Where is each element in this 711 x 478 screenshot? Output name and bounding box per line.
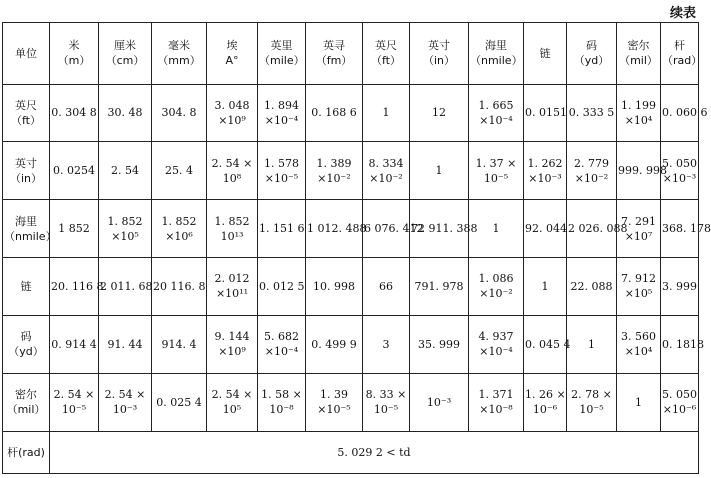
cell-text-line: 密尔: [627, 39, 650, 53]
table-row: [3, 84, 699, 142]
table-cell: [469, 84, 524, 142]
cell-text-line: 2. 54 ×: [104, 388, 146, 402]
table-cell: [152, 373, 207, 431]
table-cell: [524, 142, 567, 200]
cell-text-line: 10⁸: [222, 171, 242, 185]
cell-text-line: 0. 045 4: [525, 337, 571, 351]
cell-text-line: 杆: [674, 39, 685, 53]
cell-text-line: 2. 54 ×: [53, 388, 95, 402]
cell-text-line: ×10⁵: [111, 229, 139, 243]
cell-text-line: 1. 389: [316, 156, 352, 170]
cell-text-line: 2. 779: [574, 156, 609, 170]
cell-text-line: 链: [539, 46, 551, 60]
cell-text-line: 10⁻³: [426, 395, 452, 409]
cell-text-line: ×10⁻⁴: [264, 345, 299, 359]
header-unit-label: [3, 23, 50, 85]
cell-text-line: 3. 999: [662, 279, 697, 293]
header-cell: [469, 23, 524, 85]
table-row: [3, 200, 699, 258]
cell-text-line: ×10⁻⁴: [264, 113, 299, 127]
cell-text-line: 0. 914 4: [51, 337, 97, 351]
cell-text-line: 1. 371: [478, 388, 514, 402]
cell-text-line: 10. 998: [313, 279, 355, 293]
cell-text-line: 368. 178: [662, 222, 711, 236]
cell-text-line: （yd）: [573, 54, 610, 68]
table-row: [3, 373, 699, 431]
table-cell: [207, 258, 258, 316]
table-cell: [363, 258, 410, 316]
cell-text-line: 埃: [226, 39, 238, 53]
header-cell: [306, 23, 363, 85]
table-cell: [410, 373, 469, 431]
header-cell: [363, 23, 410, 85]
cell-text-line: 0. 0151: [525, 106, 567, 120]
table-row: [3, 258, 699, 316]
row-header: 杆(rad): [3, 431, 50, 473]
table-continued-caption: 续表: [669, 6, 696, 21]
row-header: [3, 373, 50, 431]
table-cell: [567, 315, 617, 373]
table-cell: [207, 84, 258, 142]
cell-text-line: 1. 199: [621, 98, 656, 112]
header-cell: [99, 23, 152, 85]
table-cell: [617, 373, 661, 431]
cell-text-line: ×10⁻⁸: [479, 403, 513, 417]
cell-text-line: 1. 894: [264, 98, 299, 112]
cell-text-line: 0. 304 8: [51, 106, 97, 120]
table-cell: [306, 200, 367, 258]
table-cell: [363, 373, 410, 431]
cell-text-line: 链: [20, 279, 32, 293]
cell-text-line: （mil）: [6, 403, 46, 417]
cell-text-line: 2. 54 ×: [211, 388, 253, 402]
table-cell: [410, 258, 469, 316]
cell-text-line: 2 026. 088: [568, 222, 628, 236]
cell-text-line: 3: [382, 337, 390, 351]
cell-text-line: 1. 665: [478, 98, 514, 112]
table-cell: [258, 200, 306, 258]
table-cell: [363, 315, 410, 373]
cell-text-line: 10⁻³: [112, 403, 138, 417]
table-cell: [99, 373, 152, 431]
table-cell: [410, 315, 469, 373]
row-header: [3, 315, 50, 373]
table-cell: [661, 315, 704, 373]
table-cell: [99, 84, 152, 142]
cell-text-line: 35. 999: [418, 337, 460, 351]
cell-text-line: 20 116. 8: [153, 279, 206, 293]
cell-text-line: 914. 4: [161, 337, 197, 351]
cell-text-line: ×10¹¹: [215, 287, 249, 301]
cell-text-line: 英寻: [323, 39, 345, 53]
cell-text-line: 10⁵: [222, 403, 242, 417]
cell-text-line: （m）: [57, 54, 91, 68]
cell-text-line: ×10⁴: [624, 113, 653, 127]
table-cell: [306, 258, 363, 316]
cell-text-line: （rad）: [662, 54, 703, 68]
header-cell: [207, 23, 258, 85]
table-cell: [152, 258, 207, 316]
header-cell: [410, 23, 469, 85]
cell-text-line: 英寸: [15, 156, 37, 170]
table-cell: [152, 200, 207, 258]
table-cell: [567, 84, 617, 142]
table-cell: [524, 373, 567, 431]
row-header: [3, 258, 50, 316]
cell-text-line: 码: [586, 39, 597, 53]
cell-text-line: 单位: [15, 46, 37, 60]
cell-text-line: 0. 060 6: [662, 106, 708, 120]
table-row: [3, 142, 699, 200]
cell-text-line: 英寸: [428, 39, 450, 53]
cell-text-line: 20. 116 8: [51, 279, 104, 293]
table-cell: [99, 142, 152, 200]
table-cell: [524, 200, 567, 258]
cell-text-line: 海里: [15, 214, 37, 228]
table-cell: [410, 142, 469, 200]
cell-text-line: 1. 151 6: [259, 222, 305, 236]
table-cell: [567, 142, 617, 200]
cell-text-line: 304. 8: [161, 106, 197, 120]
cell-text-line: ×10⁻⁵: [264, 171, 299, 185]
cell-text-line: 密尔: [15, 388, 37, 402]
table-cell: [258, 373, 306, 431]
cell-text-line: 2. 54: [111, 164, 139, 178]
cell-text-line: 30. 48: [107, 106, 143, 120]
table-cell: [50, 200, 99, 258]
cell-text-line: ×10⁻³: [662, 171, 697, 185]
cell-text-line: （nmile）: [470, 54, 523, 68]
cell-text-line: （in）: [9, 171, 43, 185]
header-cell: [152, 23, 207, 85]
cell-text-line: 10¹³: [220, 229, 244, 243]
table-cell: [152, 84, 207, 142]
cell-text-line: 2. 012: [214, 272, 250, 286]
cell-text-line: 2. 54 ×: [211, 156, 253, 170]
table-cell: [152, 142, 207, 200]
table-cell: [99, 315, 152, 373]
table-cell: [207, 200, 258, 258]
table-cell: [207, 315, 258, 373]
header-cell: [524, 23, 567, 85]
cell-text-line: 25. 4: [165, 164, 193, 178]
table-cell: [306, 84, 363, 142]
cell-text-line: ×10⁻²: [369, 171, 403, 185]
cell-text-line: ×10⁻⁶: [662, 403, 697, 417]
table-cell: [363, 142, 410, 200]
cell-text-line: 5. 050: [662, 388, 697, 402]
cell-text-line: 英尺: [375, 39, 397, 53]
cell-text-line: 0. 1818: [662, 337, 704, 351]
table-cell: [50, 84, 99, 142]
table-cell: [661, 258, 699, 316]
cell-text-line: 2. 78 ×: [571, 388, 612, 402]
cell-text-line: 2 011. 68: [100, 279, 153, 293]
cell-text-line: 码: [20, 330, 32, 344]
cell-text-line: 米: [68, 39, 80, 53]
cell-text-line: 3. 560: [621, 330, 656, 344]
cell-text-line: 72 911. 388: [411, 222, 478, 236]
table-cell: [567, 200, 628, 258]
table-cell: [469, 258, 524, 316]
table-cell: [524, 258, 567, 316]
table-cell: [410, 84, 469, 142]
cell-text-line: ×10⁹: [218, 345, 246, 359]
cell-text-line: 1 012. 488: [307, 222, 367, 236]
cell-text-line: （yd）: [8, 345, 44, 359]
cell-text-line: 1. 37 ×: [475, 156, 517, 170]
table-cell: [99, 258, 152, 316]
cell-text-line: 10⁻⁵: [483, 171, 509, 185]
cell-text-line: 8. 334: [368, 156, 404, 170]
table-cell: [306, 373, 363, 431]
cell-text-line: 1: [635, 395, 642, 409]
cell-text-line: A°: [225, 54, 239, 68]
table-cell: [617, 84, 661, 142]
cell-text-line: 7. 291: [621, 214, 656, 228]
table-cell: [152, 315, 207, 373]
header-row: [3, 23, 699, 85]
cell-text-line: 1. 26 ×: [525, 388, 566, 402]
table-row: [3, 315, 699, 373]
cell-text-line: 10⁻⁸: [269, 403, 294, 417]
table-cell: [524, 84, 567, 142]
cell-text-line: 1: [588, 337, 595, 351]
table-cell: [306, 315, 363, 373]
table-cell: [50, 258, 104, 316]
cell-text-line: 5. 050: [662, 156, 697, 170]
table-cell: [567, 258, 617, 316]
cell-text-line: 1. 262: [527, 156, 563, 170]
header-cell: [567, 23, 617, 85]
table-cell: [99, 200, 152, 258]
cell-text-line: 1. 578: [264, 156, 299, 170]
table-cell: [410, 200, 478, 258]
table-cell: [617, 142, 667, 200]
table-cell: [661, 373, 699, 431]
table-cell: [50, 373, 99, 431]
cell-text-line: 0. 168 6: [311, 106, 357, 120]
cell-text-line: 1. 852: [107, 214, 143, 228]
cell-text-line: 10⁻⁵: [61, 403, 87, 417]
cell-text-line: （ft）: [371, 54, 401, 68]
table-cell: [469, 373, 524, 431]
cell-text-line: ×10⁻²: [574, 171, 609, 185]
cell-text-line: 9. 144: [214, 330, 250, 344]
table-cell: [469, 315, 524, 373]
cell-text-line: 4. 937: [478, 330, 514, 344]
table-cell: [306, 142, 363, 200]
table-cell: [661, 200, 711, 258]
cell-text-line: 791. 978: [414, 279, 464, 293]
cell-text-line: 22. 088: [570, 279, 613, 293]
cell-text-line: ×10⁷: [624, 229, 653, 243]
table-row-rad: [3, 431, 699, 473]
cell-text-line: （nmile）: [4, 229, 57, 243]
cell-text-line: 英尺: [15, 98, 37, 112]
cell-text-line: 毫米: [168, 39, 190, 53]
unit-conversion-table: [2, 22, 711, 474]
cell-text-line: 92. 044: [525, 222, 567, 236]
table-cell: [567, 373, 617, 431]
table-cell: [617, 315, 661, 373]
row-header: [3, 84, 50, 142]
cell-text-line: 0. 499 9: [311, 337, 357, 351]
cell-text-line: 1. 852: [161, 214, 197, 228]
table-cell: [258, 142, 306, 200]
header-cell: [50, 23, 99, 85]
cell-text-line: 10⁻⁵: [373, 403, 399, 417]
table-cell: [50, 315, 99, 373]
table-cell: [363, 200, 424, 258]
cell-text-line: 0. 012 5: [259, 279, 305, 293]
cell-text-line: 10⁻⁵: [579, 403, 604, 417]
cell-text-line: 1: [435, 164, 443, 178]
row-header: [3, 200, 57, 258]
cell-text-line: 10⁻⁶: [532, 403, 558, 417]
header-cell: [258, 23, 306, 85]
cell-text-line: 1. 39: [320, 388, 348, 402]
cell-text-line: ×10⁴: [624, 345, 653, 359]
cell-text-line: 8. 33 ×: [365, 388, 407, 402]
cell-text-line: （mile）: [259, 54, 305, 68]
cell-text-line: 1. 58 ×: [261, 388, 302, 402]
table-cell: [207, 142, 258, 200]
cell-text-line: 6 076. 412: [364, 222, 424, 236]
cell-text-line: 1: [382, 106, 390, 120]
table-cell: [363, 84, 410, 142]
cell-text-line: （fm）: [315, 54, 353, 68]
table-cell: [661, 142, 699, 200]
cell-text-line: ×10⁻⁴: [479, 113, 513, 127]
table-cell: [258, 258, 306, 316]
cell-text-line: 91. 44: [107, 337, 143, 351]
table-cell: [469, 142, 524, 200]
merged-cell: 5. 029 2 < td: [50, 431, 699, 473]
cell-text-line: 1 852: [58, 222, 90, 236]
cell-text-line: 66: [379, 279, 393, 293]
cell-text-line: 5. 682: [264, 330, 299, 344]
header-cell: [661, 23, 703, 85]
cell-text-line: （in）: [422, 54, 456, 68]
cell-text-line: ×10⁻³: [528, 171, 562, 185]
cell-text-line: ×10⁵: [624, 287, 653, 301]
cell-text-line: 1: [541, 279, 549, 293]
cell-text-line: （mm）: [157, 54, 201, 68]
cell-text-line: 12: [432, 106, 446, 120]
cell-text-line: 7. 912: [621, 272, 656, 286]
cell-text-line: 1. 086: [478, 272, 514, 286]
cell-text-line: （cm）: [105, 54, 145, 68]
table-cell: [50, 142, 99, 200]
cell-text-line: ×10⁹: [218, 113, 246, 127]
cell-text-line: 英里: [270, 39, 293, 53]
cell-text-line: 厘米: [114, 39, 136, 53]
table-cell: [661, 84, 708, 142]
cell-text-line: ×10⁻⁴: [479, 345, 513, 359]
header-cell: [617, 23, 661, 85]
cell-text-line: ×10⁶: [165, 229, 193, 243]
cell-text-line: ×10⁻²: [479, 287, 513, 301]
cell-text-line: 1. 852: [214, 214, 250, 228]
cell-text-line: 0. 0254: [53, 164, 95, 178]
table-cell: [524, 315, 571, 373]
cell-text-line: 3. 048: [214, 98, 250, 112]
cell-text-line: ×10⁻²: [317, 171, 351, 185]
cell-text-line: ×10⁻⁵: [317, 403, 351, 417]
cell-text-line: 1: [492, 222, 500, 236]
cell-text-line: （mil）: [619, 54, 658, 68]
row-header: [3, 142, 50, 200]
table-cell: [617, 258, 661, 316]
cell-text-line: 0. 025 4: [156, 395, 202, 409]
table-cell: [207, 373, 258, 431]
cell-text-line: 999. 998: [618, 164, 667, 178]
table-cell: [258, 84, 306, 142]
table-cell: [258, 315, 306, 373]
cell-text-line: （ft）: [11, 113, 41, 127]
cell-text-line: 0. 333 5: [568, 106, 615, 120]
cell-text-line: 海里: [485, 39, 507, 53]
